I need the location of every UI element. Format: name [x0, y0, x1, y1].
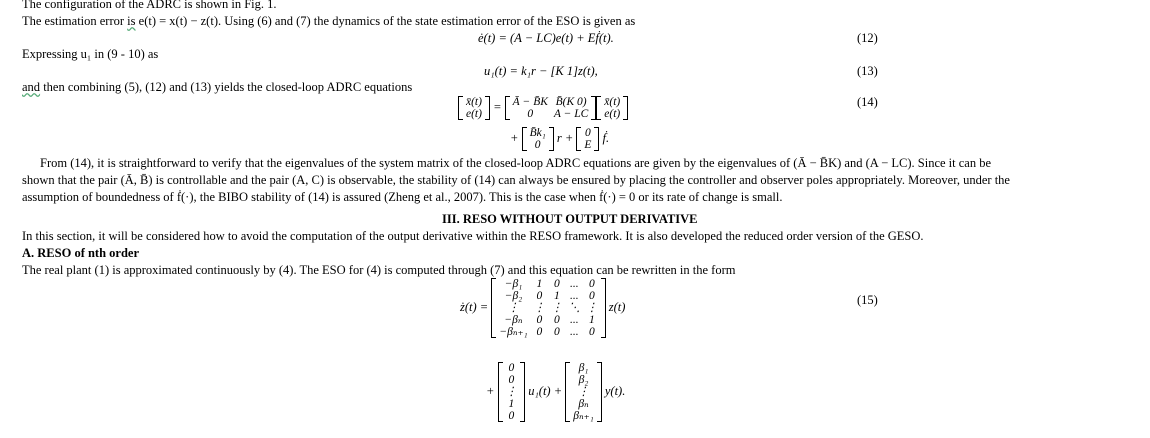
equation-15: ż(t) = −β₁ 1 0 ... 0 −β₂ 0 1 ... 0 ⋮ ⋮ ⋮ ⋱ ⋮ −βₙ 0 0 ... 1 −βₙ₊₁ 0 0 ... 0 z(t): [460, 278, 626, 338]
equation-13: u₁(t) = k₁r − [K 1]z(t),: [484, 64, 598, 78]
text-line-1: The configuration of the ADRC is shown in Fig. 1.: [22, 0, 277, 11]
equation-15-line-2: + 0 0 ⋮ 1 0 u₁(t) + β₁ β₂ ⋮ βₙ βₙ₊₁ y(t).: [486, 362, 626, 422]
text-line-2: The estimation error is e(t) = x(t) − z(t). Using (6) and (7) the dynamics of the state estimation error of the ESO is given as: [22, 14, 636, 28]
text-line-3: Expressing u₁ in (9 - 10) as: [22, 47, 159, 61]
eq-number-13: (13): [857, 64, 878, 78]
eq-number-14: (14): [857, 95, 878, 109]
equation-14: x̄(t) e(t) = Ā − B̄K B̄(K 0) 0 A − LC x̄(t) e(t): [458, 96, 628, 120]
section-text-2: The real plant (1) is approximated continuously by (4). The ESO for (4) is computed through (7) and this equation can be rewritten in the form: [22, 263, 736, 277]
eq-number-15: (15): [857, 293, 878, 307]
subsection-heading: A. RESO of nth order: [22, 246, 140, 260]
paragraph-line-3: assumption of boundedness of ḟ(·), the BIBO stability of (14) is assured (Zheng et al., 2007). This is the case when ḟ(·) = 0 or its rate of change is small.: [22, 190, 783, 204]
equation-14-line-2: + B̄k₁ 0 r + 0 E ḟ.: [510, 127, 610, 151]
section-text-1: In this section, it will be considered how to avoid the computation of the output derivative within the RESO framework. It is also developed the reduced order version of the GESO.: [22, 229, 924, 243]
text-line-4: and then combining (5), (12) and (13) yields the closed-loop ADRC equations: [22, 80, 413, 94]
eq-number-12: (12): [857, 31, 878, 45]
section-heading: III. RESO WITHOUT OUTPUT DERIVATIVE: [442, 212, 698, 226]
equation-12: ė(t) = (A − LC)e(t) + Eḟ(t).: [478, 31, 614, 45]
paragraph-line-1: From (14), it is straightforward to verify that the eigenvalues of the system matrix of the closed-loop ADRC equations are given by the eigenvalues of (Ā − B̄K) and (A − LC). Since it can be: [40, 156, 992, 170]
paragraph-line-2: shown that the pair (Ā, B̄) is controllable and the pair (A, C) is observable, the stability of (14) can always be ensured by placing the controller and observer poles appropriately. Moreover, under the: [22, 173, 1010, 187]
